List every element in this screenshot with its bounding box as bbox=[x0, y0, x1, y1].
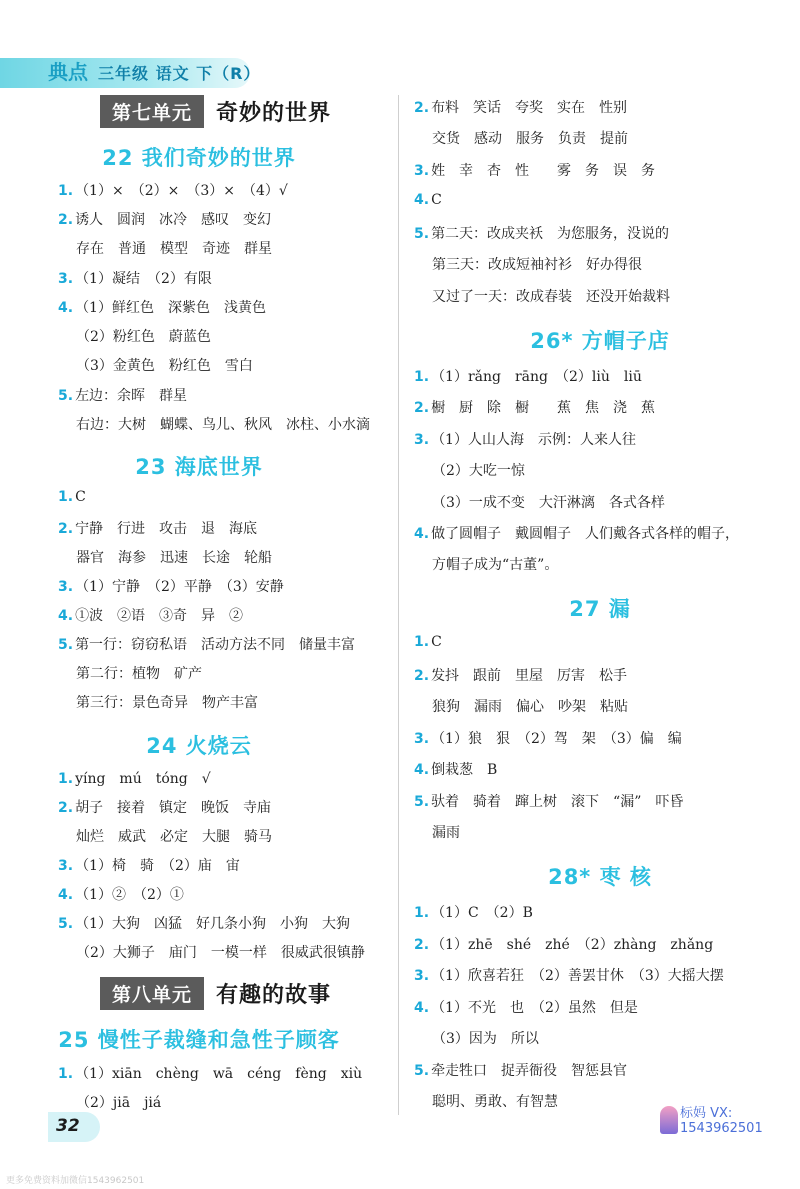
answer-line bbox=[414, 1060, 627, 1080]
answer-line bbox=[430, 492, 665, 512]
question-number: 5. bbox=[58, 637, 74, 653]
answer-text: （2）粉红色 蔚蓝色 bbox=[76, 329, 211, 345]
lesson-26-title: 26* 方帽子店 bbox=[530, 329, 670, 353]
answer-text: （1）② （2）① bbox=[75, 887, 184, 903]
answer-line bbox=[414, 429, 636, 449]
answer-text: 第三行：景色奇异 物产丰富 bbox=[76, 695, 258, 711]
answer-line bbox=[414, 523, 739, 543]
answer-line bbox=[58, 209, 271, 229]
answer-text: 右边：大树 蝴蝶、鸟儿、秋风 冰柱、小水滴 bbox=[76, 417, 370, 433]
question-number: 1. bbox=[58, 183, 74, 199]
question-number: 2. bbox=[58, 800, 74, 816]
answer-line bbox=[58, 1063, 362, 1083]
answer-text: （1）凝结 （2）有限 bbox=[75, 271, 212, 287]
answer-line bbox=[74, 355, 253, 375]
question-number: 3. bbox=[414, 163, 430, 179]
column-divider bbox=[398, 95, 399, 1115]
answer-text: （1）xiān chèng wā céng fèng xiù bbox=[75, 1066, 363, 1082]
answer-text: （1）椅 骑 （2）庙 宙 bbox=[75, 858, 240, 874]
answer-text: 聪明、勇敢、有智慧 bbox=[432, 1094, 558, 1110]
answer-line bbox=[58, 268, 212, 288]
answer-text: （3）一成不变 大汗淋漓 各式各样 bbox=[432, 495, 665, 511]
answer-line bbox=[430, 1028, 539, 1048]
answer-text: 驮着 骑着 蹿上树 滚下 “漏” 吓昏 bbox=[431, 794, 684, 810]
question-number: 3. bbox=[58, 579, 74, 595]
answer-text: （1）狼 狠 （2）驾 架 （3）偏 编 bbox=[431, 731, 682, 747]
answer-line bbox=[414, 192, 442, 208]
answer-text: 胡子 接着 镇定 晚饭 寺庙 bbox=[75, 800, 272, 816]
question-number: 4. bbox=[414, 192, 430, 208]
unit-eight-heading bbox=[100, 976, 331, 1010]
answer-line bbox=[414, 223, 669, 243]
header-grade-subject: 三年级 语文 下（R） bbox=[98, 64, 261, 83]
answer-text: 灿烂 威武 必定 大腿 骑马 bbox=[76, 829, 272, 845]
answer-line bbox=[58, 634, 355, 654]
answer-text: yíng mú tóng √ bbox=[75, 771, 211, 787]
lesson-25-title: 25 慢性子裁缝和急性子顾客 bbox=[58, 1028, 340, 1052]
lesson-24-title: 24 火烧云 bbox=[146, 734, 252, 758]
question-number: 2. bbox=[58, 521, 74, 537]
question-number: 1. bbox=[58, 489, 74, 505]
question-number: 2. bbox=[58, 212, 74, 228]
answer-line bbox=[430, 254, 642, 274]
question-number: 2. bbox=[414, 937, 430, 953]
answer-line bbox=[74, 238, 272, 258]
answer-text: 第二行：植物 矿产 bbox=[76, 666, 202, 682]
answer-text: C bbox=[431, 192, 442, 208]
answer-text: （2）大吃一惊 bbox=[432, 463, 525, 479]
answer-line bbox=[74, 1092, 161, 1112]
watermark-figure-icon bbox=[660, 1106, 678, 1134]
question-number: 5. bbox=[58, 916, 74, 932]
answer-text: 第二天：改成夹袄 为您服务，没说的 bbox=[431, 226, 670, 242]
answer-line bbox=[58, 884, 184, 904]
unit-title: 奇妙的世界 bbox=[216, 100, 332, 126]
answer-text: （3）因为 所以 bbox=[432, 1031, 539, 1047]
question-number: 3. bbox=[414, 968, 430, 984]
page-number: 32 bbox=[56, 1116, 80, 1136]
lesson-27-title: 27 漏 bbox=[569, 597, 631, 621]
answer-text: 牵走牲口 捉弄衙役 智惩县官 bbox=[431, 1063, 628, 1079]
answer-line bbox=[414, 934, 713, 954]
answer-line bbox=[430, 1091, 558, 1111]
question-number: 4. bbox=[58, 608, 74, 624]
answer-line bbox=[58, 768, 211, 788]
answer-line bbox=[58, 605, 243, 625]
answer-text: 存在 普通 模型 奇迹 群星 bbox=[76, 241, 272, 257]
watermark bbox=[680, 1106, 763, 1136]
answer-line bbox=[58, 913, 350, 933]
question-number: 5. bbox=[414, 794, 430, 810]
answer-line bbox=[58, 576, 284, 596]
answer-text: （1）C （2）B bbox=[431, 905, 533, 921]
answer-line bbox=[58, 797, 271, 817]
answer-line bbox=[414, 997, 638, 1017]
answer-line bbox=[414, 791, 683, 811]
answer-line bbox=[414, 965, 724, 985]
answer-line bbox=[414, 759, 497, 779]
answer-text: （1）不光 也 （2）虽然 但是 bbox=[431, 1000, 638, 1016]
answer-text: 又过了一天：改成春装 还没开始裁料 bbox=[432, 289, 670, 305]
unit-label: 第七单元 bbox=[100, 95, 204, 128]
watermark-line-2: 1543962501 bbox=[680, 1121, 763, 1136]
answer-line bbox=[430, 554, 558, 574]
answer-text: 第一行：窃窃私语 活动方法不同 储量丰富 bbox=[75, 637, 356, 653]
lesson-23-title: 23 海底世界 bbox=[135, 455, 263, 479]
answer-text: C bbox=[75, 489, 86, 505]
answer-line bbox=[74, 547, 272, 567]
answer-text: （1）zhē shé zhé （2）zhàng zhǎng bbox=[431, 937, 714, 953]
watermark-line-1: 标妈 VX: bbox=[680, 1106, 733, 1121]
answer-line bbox=[430, 286, 670, 306]
question-number: 4. bbox=[414, 762, 430, 778]
answer-line bbox=[74, 414, 370, 434]
answer-text: 交货 感动 服务 负责 提前 bbox=[432, 131, 628, 147]
answer-text: 漏雨 bbox=[432, 825, 460, 841]
question-number: 3. bbox=[58, 271, 74, 287]
answer-line bbox=[58, 855, 240, 875]
footer-faint-text: 更多免费资料加微信1543962501 bbox=[6, 1176, 145, 1186]
question-number: 4. bbox=[58, 300, 74, 316]
answer-text: （1）人山人海 示例：人来人往 bbox=[431, 432, 636, 448]
answer-text: 做了圆帽子 戴圆帽子 人们戴各式各样的帽子， bbox=[431, 526, 740, 542]
answer-text: （1）宁静 （2）平静 （3）安静 bbox=[75, 579, 284, 595]
question-number: 3. bbox=[414, 432, 430, 448]
question-number: 1. bbox=[58, 1066, 74, 1082]
answer-text: （2）大狮子 庙门 一模一样 很威武很镇静 bbox=[76, 945, 365, 961]
answer-line bbox=[58, 180, 288, 200]
answer-text: （1）× （2）× （3）× （4）√ bbox=[75, 183, 288, 199]
answer-line bbox=[414, 665, 627, 685]
unit-title: 有趣的故事 bbox=[216, 982, 332, 1008]
answer-line bbox=[414, 160, 655, 180]
question-number: 2. bbox=[414, 400, 430, 416]
answer-text: 方帽子成为“古董”。 bbox=[432, 557, 559, 573]
question-number: 4. bbox=[414, 526, 430, 542]
answer-text: 诱人 圆润 冰冷 感叹 变幻 bbox=[75, 212, 272, 228]
answer-text: （3）金黄色 粉红色 雪白 bbox=[76, 358, 253, 374]
answer-line bbox=[74, 826, 272, 846]
answer-text: （1）欣喜若狂 （2）善罢甘休 （3）大摇大摆 bbox=[431, 968, 724, 984]
answer-text: （1）大狗 凶猛 好几条小狗 小狗 大狗 bbox=[75, 916, 350, 932]
question-number: 1. bbox=[58, 771, 74, 787]
answer-text: 狼狗 漏雨 偏心 吵架 粘贴 bbox=[432, 699, 628, 715]
question-number: 4. bbox=[58, 887, 74, 903]
answer-line bbox=[430, 128, 628, 148]
answer-line bbox=[430, 822, 460, 842]
answer-line bbox=[58, 489, 86, 505]
answer-text: 左边：余晖 群星 bbox=[75, 388, 188, 404]
answer-text: 橱 厨 除 橱 蕉 焦 浇 蕉 bbox=[431, 400, 656, 416]
question-number: 1. bbox=[414, 905, 430, 921]
answer-text: 发抖 跟前 里屋 厉害 松手 bbox=[431, 668, 628, 684]
answer-text: 第三天：改成短袖衬衫 好办得很 bbox=[432, 257, 642, 273]
question-number: 5. bbox=[58, 388, 74, 404]
answer-text: C bbox=[431, 634, 442, 650]
question-number: 5. bbox=[414, 226, 430, 242]
answer-text: 布料 笑话 夸奖 实在 性别 bbox=[431, 100, 628, 116]
answer-text: 器官 海参 迅速 长途 轮船 bbox=[76, 550, 272, 566]
header-logo: 典点 bbox=[48, 60, 88, 84]
question-number: 3. bbox=[58, 858, 74, 874]
answer-text: 宁静 行进 攻击 退 海底 bbox=[75, 521, 258, 537]
unit-seven-heading bbox=[100, 94, 331, 128]
answer-line bbox=[58, 297, 266, 317]
question-number: 1. bbox=[414, 634, 430, 650]
answer-text: 倒栽葱 B bbox=[431, 762, 498, 778]
answer-line bbox=[414, 397, 655, 417]
answer-line bbox=[414, 902, 533, 922]
lesson-28-title: 28* 枣 核 bbox=[548, 865, 652, 889]
unit-label: 第八单元 bbox=[100, 977, 204, 1010]
answer-line bbox=[74, 692, 258, 712]
answer-line bbox=[414, 634, 442, 650]
answer-line bbox=[414, 728, 682, 748]
answer-line bbox=[430, 460, 525, 480]
answer-text: （1）鲜红色 深紫色 浅黄色 bbox=[75, 300, 266, 316]
answer-text: 姓 幸 杏 性 雾 务 误 务 bbox=[431, 163, 656, 179]
answer-line bbox=[414, 97, 627, 117]
answer-line bbox=[430, 696, 628, 716]
answer-text: ①波 ②语 ③奇 异 ② bbox=[75, 608, 244, 624]
question-number: 2. bbox=[414, 100, 430, 116]
answer-line bbox=[58, 385, 187, 405]
question-number: 4. bbox=[414, 1000, 430, 1016]
question-number: 1. bbox=[414, 369, 430, 385]
answer-line bbox=[414, 366, 642, 386]
answer-line bbox=[74, 663, 202, 683]
question-number: 2. bbox=[414, 668, 430, 684]
question-number: 3. bbox=[414, 731, 430, 747]
question-number: 5. bbox=[414, 1063, 430, 1079]
answer-text: （1）rǎng rāng （2）liù liū bbox=[431, 369, 642, 385]
answer-line bbox=[74, 942, 365, 962]
lesson-22-title: 22 我们奇妙的世界 bbox=[102, 146, 296, 170]
answer-line bbox=[74, 326, 211, 346]
answer-text: （2）jiā jiá bbox=[76, 1095, 162, 1111]
answer-line bbox=[58, 518, 257, 538]
